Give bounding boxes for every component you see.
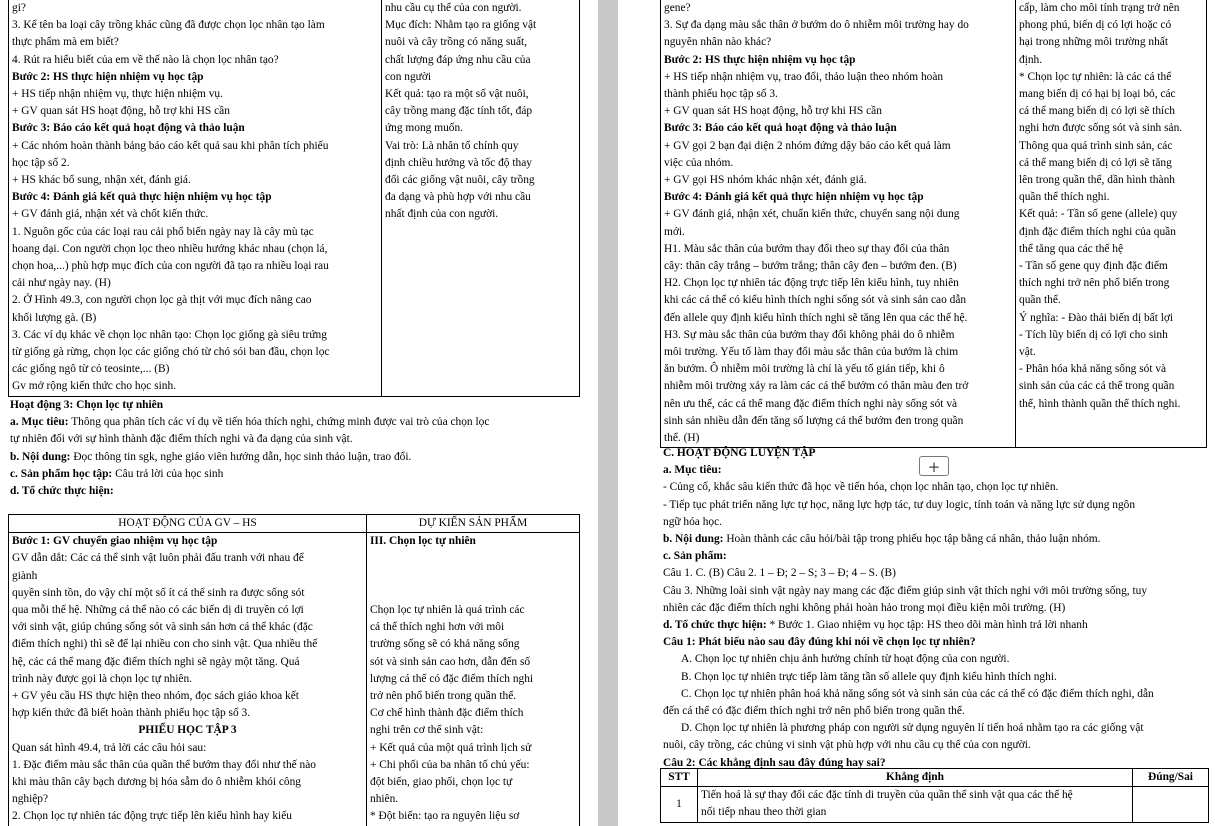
content-text: Hoàn thành các câu hỏi/bài tập trong phiếu học tập bằng cá nhân, thảo luận nhóm.: [726, 533, 1101, 546]
text-line: thể, hình thành quần thể thích nghi.: [1019, 397, 1181, 410]
text-line: Bước 4: Đánh giá kết quả thực hiện nhiệm vụ học tập: [664, 191, 924, 204]
text-line: + Các nhóm hoàn thành bảng báo cáo kết quả sau khi phân tích phiếu: [12, 139, 329, 152]
text-line: GV dẫn dắt: Các cá thể sinh vật luôn phải đấu tranh với nhau để: [12, 552, 304, 565]
text-line: nhất định của con người.: [385, 208, 499, 221]
header-statement: Khẳng định: [698, 769, 1133, 787]
org-label: d. Tổ chức thực hiện:: [663, 619, 767, 632]
text-line: môi trường. Yếu tố làm thay đổi màu sắc thân của bướm là chim: [664, 346, 959, 359]
text-line: chọn hoa,...) phù hợp mục đích của con người đã tạo ra nhiều loại rau: [12, 260, 329, 273]
text-line: đổi các giống vật nuôi, cây trồng: [385, 174, 535, 187]
text-line: + HS tiếp nhận nhiệm vụ, trao đổi, thảo luận theo nhóm hoàn: [664, 70, 944, 83]
text-line: các giống ngô từ cỏ teosinte,... (B): [12, 363, 170, 376]
activity3-table: [8, 514, 580, 826]
product-label: c. Sản phẩm học tập:: [10, 467, 113, 480]
text-line: [370, 550, 576, 567]
question-1-option-d-cont: nuôi, cây trồng, các chủng vi sinh vật phù hợp với nhu cầu cụ thể của con người.: [663, 739, 1031, 752]
activity3-title: Hoạt động 3: Chọn lọc tự nhiên: [10, 399, 164, 411]
text-line: + HS tiếp nhận nhiệm vụ, thực hiện nhiệm vụ.: [12, 88, 223, 101]
text-line: hợp kiến thức đã biết hoàn thành phiếu học tập số 3.: [12, 707, 251, 720]
text-line: trường sống sẽ có khả năng sống: [370, 638, 520, 651]
text-line: từ giống gà rừng, chọn lọc các giống chó từ chó sói ban đầu, chọn lọc: [12, 346, 330, 359]
row-statement-line-1: Tiến hoá là sự thay đổi các đặc tính di truyền của quần thể sinh vật qua các thế hệ: [701, 789, 1073, 802]
text-line: + GV quan sát HS hoạt động, hỗ trợ khi HS cần: [664, 105, 882, 118]
question-1-option-c: C. Chọn lọc tự nhiên phân hoá khả năng sống sót và sinh sản của các cá thể có đặc điểm thích nghi, dẫn: [681, 687, 1154, 700]
table-left-column: [661, 0, 1016, 448]
content-label: b. Nội dung:: [663, 533, 724, 546]
section-c-title: C. HOẠT ĐỘNG LUYỆN TẬP: [663, 447, 816, 459]
text-line: Mục đích: Nhằm tạo ra giống vật: [385, 19, 537, 32]
text-line: + GV đánh giá, nhận xét, chuẩn kiến thức, chuyển sang nội dung: [664, 208, 960, 221]
text-line: nhiên.: [370, 793, 399, 806]
true-false-table: [660, 768, 1209, 823]
text-line: III. Chọn lọc tự nhiên: [370, 535, 476, 548]
text-line: đột biến, giao phối, chọn lọc tự: [370, 776, 513, 789]
text-line: cá thể mang biến dị có lợi sẽ thích: [1019, 105, 1175, 118]
text-line: + GV gọi HS nhóm khác nhận xét, đánh giá.: [664, 174, 867, 187]
text-line: cây trồng mang đặc tính tốt, đáp: [385, 105, 533, 118]
header-stt: STT: [661, 769, 698, 787]
text-line: [370, 568, 576, 585]
lesson-table-continued-right: [660, 0, 1207, 448]
text-line: 1. Nguồn gốc của các loại rau cải phổ biến ngày nay là cây mù tạc: [12, 225, 314, 238]
content-label: b. Nội dung:: [10, 450, 71, 463]
row-statement-line-2: nối tiếp nhau theo thời gian: [701, 806, 827, 819]
text-line: lượng cá thể có đặc điểm thích nghi: [370, 672, 534, 685]
text-line: chất lượng đáp ứng nhu cầu của: [385, 53, 531, 66]
answer-1: Câu 1. C. (B) Câu 2. 1 – Đ; 2 – S; 3 – Đ; 4 – S. (B): [663, 567, 896, 580]
activity3-section: [10, 397, 580, 500]
text-line: 3. Sự đa dạng màu sắc thân ở bướm do ô nhiễm môi trường hay do: [664, 19, 969, 32]
text-line: thể. (H): [664, 432, 700, 445]
text-line: khi các cá thể có kiểu hình thích nghi sống sót và sinh sản cao dẫn: [664, 294, 967, 307]
product-text: Câu trả lời của học sinh: [115, 467, 224, 480]
text-line: 1. Đặc điểm màu sắc thân của quần thể bướm thay đổi như thế nào: [12, 758, 316, 771]
text-line: định đặc điểm thích nghi của quần: [1019, 225, 1176, 238]
text-line: thích nghi trở nên phổ biến trong: [1019, 277, 1170, 290]
table-right-column: [1016, 0, 1207, 448]
text-line: cải như ngày nay. (H): [12, 277, 111, 290]
activity-column: [9, 533, 367, 826]
text-line: nuôi và cây trồng có năng suất,: [385, 36, 528, 49]
text-line: nhiễm môi trường xảy ra làm các cá thể bướm có thân màu đen trở: [664, 380, 969, 393]
product-column: [367, 533, 580, 826]
text-line: Bước 2: HS thực hiện nhiệm vụ học tập: [664, 53, 856, 66]
text-line: trình này được gọi là chọn lọc tự nhiên.: [12, 672, 193, 685]
text-line: + GV quan sát HS hoạt động, hỗ trợ khi HS cần: [12, 105, 230, 118]
text-line: [370, 585, 576, 602]
text-line: lên trong quần thể, dần hình thành: [1019, 174, 1175, 187]
text-line: Vai trò: Là nhân tố chính quy: [385, 139, 519, 152]
text-line: khối lượng gà. (B): [12, 311, 97, 324]
text-line: sót và sinh sản cao hơn, dẫn đến số: [370, 655, 531, 668]
content-text: Đọc thông tin sgk, nghe giáo viên hướng dẫn, học sinh thảo luận, trao đổi.: [73, 450, 412, 463]
text-line: nên ưu thế, các cá thể mang đặc điểm thích nghi này sống sót và: [664, 397, 958, 410]
text-line: sinh sản nhiều dẫn đến tăng số lượng cá thể bướm đen trong quần: [664, 414, 964, 427]
text-line: thực phẩm mà em biết?: [12, 36, 119, 49]
text-line: nghi trên cơ thể sinh vật:: [370, 724, 484, 737]
text-line: Ý nghĩa: - Đào thải biến dị bất lợi: [1019, 311, 1174, 324]
org-label: d. Tổ chức thực hiện:: [10, 485, 114, 498]
question-1-option-b: B. Chọn lọc tự nhiên trực tiếp làm tăng tần số allele quy định kiểu hình thích nghi.: [681, 670, 1057, 683]
text-line: Kết quả: - Tần số gene (allele) quy: [1019, 208, 1178, 221]
text-line: cá thể mang biến dị có lợi sẽ tăng: [1019, 156, 1172, 169]
row-statement: [698, 787, 1133, 822]
text-line: Gv mở rộng kiến thức cho học sinh.: [12, 380, 177, 393]
goal-text-2: tự nhiên đối với sự hình thành đặc điểm thích nghi và đa dạng của sinh vật.: [10, 433, 353, 446]
text-line: Bước 2: HS thực hiện nhiệm vụ học tập: [12, 70, 204, 83]
text-line: hại trong những môi trường nhất: [1019, 36, 1169, 49]
text-line: Cơ chế hình thành đặc điểm thích: [370, 707, 524, 720]
goal-2: - Tiếp tục phát triển năng lực tự học, năng lực hợp tác, tư duy logic, tính toán và năng lực sử dụng ngôn: [663, 498, 1136, 511]
text-line: * Đột biến: tạo ra nguyên liệu sơ: [370, 810, 520, 823]
text-line: PHIẾU HỌC TẬP 3: [138, 724, 237, 737]
text-line: + GV yêu cầu HS thực hiện theo nhóm, đọc sách giáo khoa kết: [12, 690, 299, 703]
question-1-option-d: D. Chọn lọc tự nhiên là phương pháp con người sử dụng nguyên lí tiến hoá nhằm tạo ra các giống vật: [681, 722, 1144, 735]
question-2: Câu 2: Các khẳng định sau đây đúng hay sai?: [663, 756, 886, 769]
text-line: ứng mong muốn.: [385, 122, 463, 135]
goal-1: - Củng cố, khắc sâu kiến thức đã học về tiến hóa, chọn lọc nhân tạo, chọn lọc tự nhiên.: [663, 481, 1059, 494]
goal-text: Thông qua phân tích các ví dụ về tiến hóa thích nghi, chứng minh được vai trò của chọn lọc: [71, 416, 490, 429]
question-1-option-c-cont: đến cá thể có đặc điểm thích nghi trở nên phổ biến trong quần thể.: [663, 705, 965, 718]
text-line: 2. Ở Hình 49.3, con người chọn lọc gà thịt với mục đích nâng cao: [12, 294, 312, 307]
text-line: Quan sát hình 49.4, trả lời các câu hỏi sau:: [12, 741, 207, 754]
text-line: H1. Màu sắc thân của bướm thay đổi theo sự thay đổi của thân: [664, 242, 950, 255]
row-answer[interactable]: [1133, 787, 1209, 822]
text-line: + GV đánh giá, nhận xét và chốt kiến thức.: [12, 208, 209, 221]
answer-3b: nhiên các đặc điểm thích nghi không phải hoàn hảo trong mọi điều kiện môi trường. (H): [663, 601, 1066, 614]
text-line: giành: [12, 569, 38, 582]
text-line: Bước 1: GV chuyển giao nhiệm vụ học tập: [12, 535, 218, 548]
text-line: ăn bướm. Ô nhiễm môi trường là chỉ là yếu tố gián tiếp, khi ô: [664, 363, 945, 376]
text-line: * Chọn lọc tự nhiên: là các cá thể: [1019, 70, 1172, 83]
text-line: + HS khác bổ sung, nhận xét, đánh giá.: [12, 174, 191, 187]
add-block-button[interactable]: +: [919, 456, 949, 476]
text-line: gene?: [664, 2, 691, 14]
text-line: nhu cầu cụ thể của con người.: [385, 2, 522, 14]
row-stt: 1: [661, 787, 698, 822]
text-line: nghi hơn được sống sót và sinh sản.: [1019, 122, 1183, 135]
answer-3a: Câu 3. Những loài sinh vật ngày nay mang các đặc điểm giúp sinh vật thích nghi với môi trường sống, tuy: [663, 584, 1148, 597]
text-line: Thông qua quá trình sinh sản, các: [1019, 139, 1173, 152]
lesson-table-continued: [8, 0, 580, 397]
text-line: mang biến dị có hại bị loại bỏ, các: [1019, 88, 1176, 101]
text-line: sinh sản của các cá thể trong quần: [1019, 380, 1175, 393]
text-line: thể tăng qua các thế hệ: [1019, 242, 1124, 255]
goal-2b: ngữ hóa học.: [663, 515, 722, 528]
text-line: + Kết quả của một quá trình lịch sử: [370, 741, 532, 754]
table-row: [661, 787, 1209, 822]
text-line: + GV gọi 2 bạn đại diện 2 nhóm đứng dậy báo cáo kết quả làm: [664, 139, 951, 152]
text-line: nghiệp?: [12, 793, 49, 806]
header-expected-product: DỰ KIẾN SẢN PHẨM: [367, 515, 580, 533]
goal-label: a. Mục tiêu:: [663, 464, 722, 477]
text-line: cây: thân cây trắng – bướm trắng; thân cây đen – bướm đen. (B): [664, 260, 957, 273]
text-line: gi?: [12, 2, 26, 14]
text-line: khi màu thân cây bạch dương bị hóa sẫm do ô nhiễm khói công: [12, 776, 301, 789]
question-1-option-a: A. Chọn lọc tự nhiên chịu ảnh hưởng chính từ hoạt động của con người.: [681, 653, 1010, 666]
text-line: nguyên nhân nào khác?: [664, 36, 772, 49]
header-true-false: Đúng/Sai: [1133, 769, 1209, 787]
org-text: * Bước 1. Giao nhiệm vụ học tập: HS theo dõi màn hình trả lời nhanh: [769, 619, 1088, 632]
text-line: điểm thích nghi) thì sẽ để lại nhiều con cho sinh vật. Qua nhiều thế: [12, 638, 318, 651]
text-line: mới.: [664, 225, 685, 238]
text-line: - Phân hóa khả năng sống sót và: [1019, 363, 1167, 376]
text-line: phong phú, biến dị có lợi hoặc có: [1019, 19, 1172, 32]
left-page: [0, 0, 598, 826]
text-line: Kết quả: tạo ra một số vật nuôi,: [385, 88, 529, 101]
text-line: 4. Rút ra hiểu biết của em về thế nào là chọn lọc nhân tạo?: [12, 53, 279, 66]
section-c: [663, 445, 1211, 772]
text-line: cấp, làm cho môi tính trạng trở nên: [1019, 2, 1180, 14]
text-line: cá thể thích nghi hơn với môi: [370, 621, 505, 634]
text-line: đa dạng và phù hợp với nhu cầu: [385, 191, 531, 204]
table-left-column: [9, 0, 382, 396]
text-line: 2. Chọn lọc tự nhiên tác động trực tiếp lên kiểu hình hay kiểu: [12, 810, 292, 823]
text-line: với sinh vật, giúp chúng sống sót và sinh sản hơn cá thể khác (đặc: [12, 621, 313, 634]
text-line: quyền sinh tồn, do vậy chỉ một số ít cá thể sinh ra được sống sót: [12, 586, 305, 599]
question-1: Câu 1: Phát biểu nào sau đây đúng khi nói về chọn lọc tự nhiên?: [663, 636, 976, 649]
text-line: qua mỗi thế hệ. Những cá thể nào có các biến dị di truyền có lợi: [12, 604, 304, 617]
text-line: quần thể.: [1019, 294, 1061, 307]
text-line: Bước 3: Báo cáo kết quả hoạt động và thảo luận: [664, 122, 897, 135]
text-line: hoang dại. Con người chọn lọc theo nhiều hướng khác nhau (chọn lá,: [12, 242, 328, 255]
text-line: vật.: [1019, 346, 1036, 359]
goal-label: a. Mục tiêu:: [10, 416, 69, 429]
text-line: Bước 3: Báo cáo kết quả hoạt động và thảo luận: [12, 122, 245, 135]
text-line: trở nên phổ biến trong quần thể.: [370, 690, 517, 703]
right-page: [618, 0, 1215, 826]
text-line: quần thể thích nghi.: [1019, 191, 1110, 204]
text-line: H3. Sự màu sắc thân của bướm thay đổi không phải do ô nhiễm: [664, 328, 955, 341]
text-line: Chọn lọc tự nhiên là quá trình các: [370, 604, 525, 617]
text-line: 3. Các ví dụ khác về chọn lọc nhân tạo: Chọn lọc giống gà siêu trứng: [12, 328, 327, 341]
text-line: việc của nhóm.: [664, 156, 734, 169]
text-line: - Tích lũy biến dị có lợi cho sinh: [1019, 328, 1168, 341]
text-line: con người: [385, 70, 432, 83]
text-line: định.: [1019, 53, 1043, 66]
text-line: định chiều hướng và tốc độ thay: [385, 156, 532, 169]
text-line: H2. Chọn lọc tự nhiên tác động trực tiếp lên kiểu hình, tuy nhiên: [664, 277, 959, 290]
text-line: thành phiếu học tập số 3.: [664, 88, 778, 101]
text-line: hệ, các cá thể mang đặc điểm thích nghi sẽ ngày một tăng. Quá: [12, 655, 300, 668]
text-line: học tập số 2.: [12, 156, 70, 169]
text-line: + Chi phối của ba nhân tố chủ yếu:: [370, 758, 530, 771]
text-line: đến allele quy định kiểu hình thích nghi sẽ tăng lên qua các thế hệ.: [664, 311, 968, 324]
text-line: Bước 4: Đánh giá kết quả thực hiện nhiệm vụ học tập: [12, 191, 272, 204]
table-right-column: [382, 0, 580, 396]
text-line: 3. Kể tên ba loại cây trồng khác cũng đã được chọn lọc nhân tạo làm: [12, 19, 325, 32]
product-label: c. Sản phẩm:: [663, 550, 727, 563]
header-teacher-student-activity: HOẠT ĐỘNG CỦA GV – HS: [9, 515, 367, 533]
text-line: - Tần số gene quy định đặc điểm: [1019, 260, 1168, 273]
